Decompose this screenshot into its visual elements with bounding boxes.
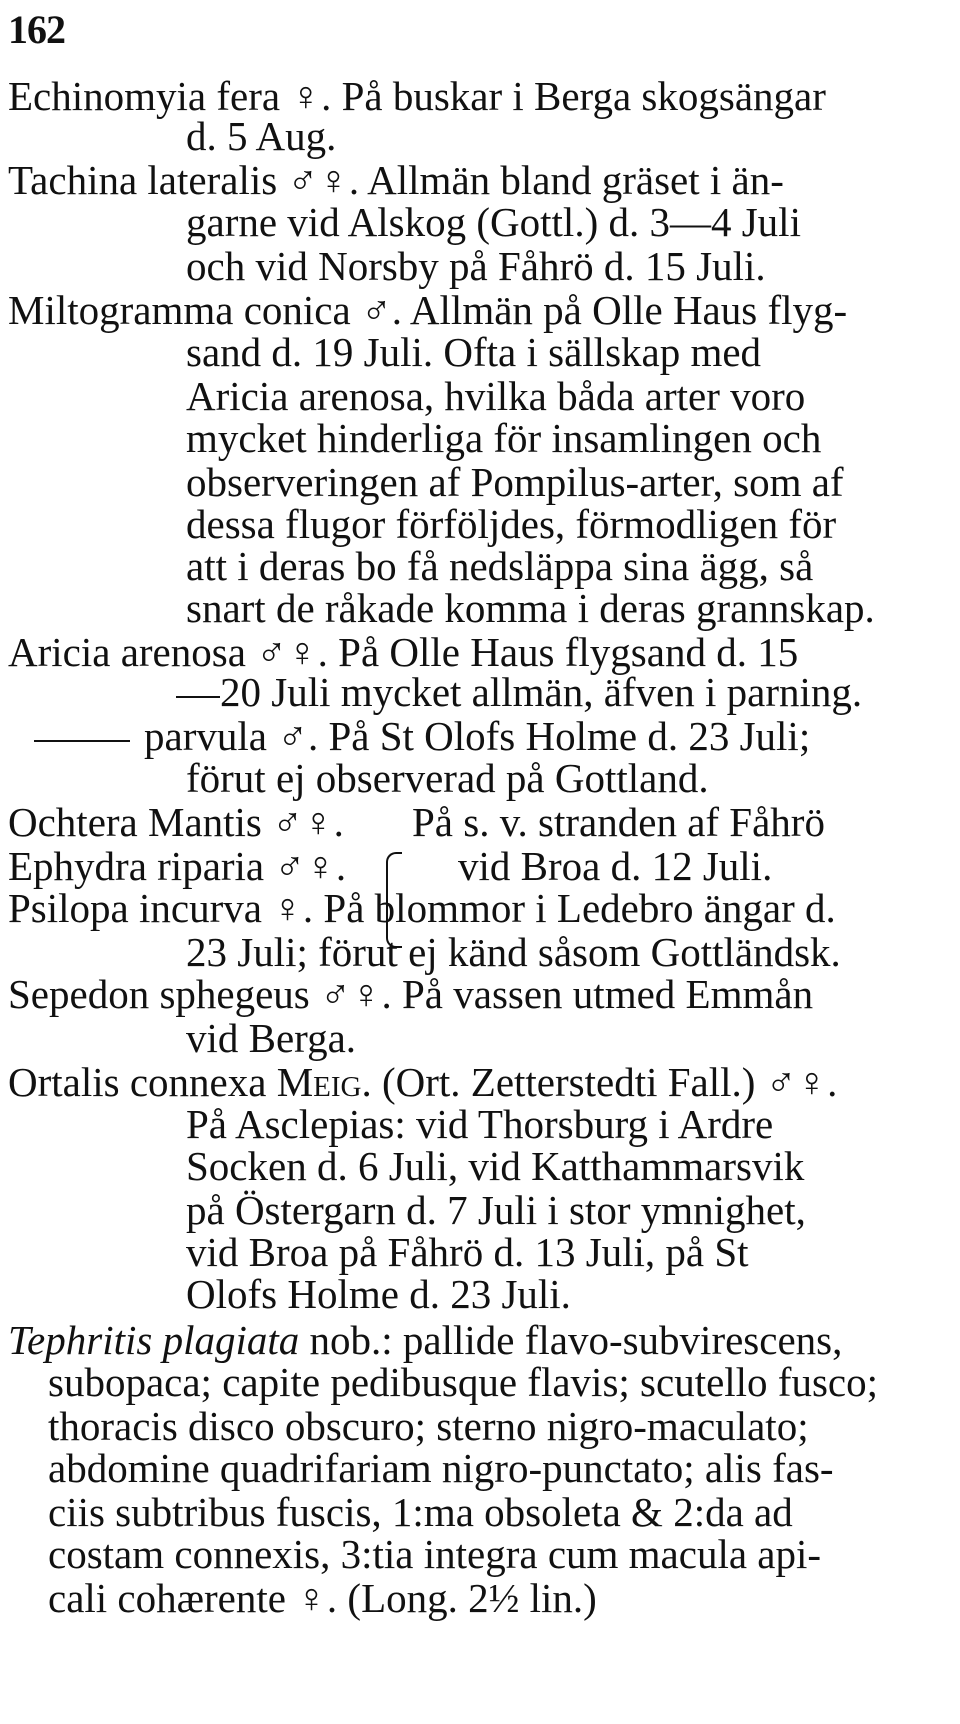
text-line: dessa flugor förföljdes, förmodligen för: [186, 501, 837, 547]
text-line: vid Berga.: [186, 1015, 357, 1061]
text-span: nob.: pallide flavo-subvirescens,: [299, 1317, 843, 1363]
text-line: [8, 1316, 842, 1364]
text-span: parvula ♂. På St Olofs Holme d. 23 Juli;: [144, 713, 811, 759]
text-line: Sepedon sphegeus ♂♀. På vassen utmed Emmån: [8, 971, 814, 1017]
text-line: snart de råkade komma i deras grannskap.: [186, 585, 875, 631]
text-line: Psilopa incurva ♀. På blommor i Ledebro ängar d.: [8, 885, 836, 931]
text-line: att i deras bo få nedsläppa sina ägg, så: [186, 543, 814, 589]
text-line: [34, 712, 810, 760]
text-line: ciis subtribus fuscis, 1:ma obsoleta & 2:da ad: [48, 1489, 793, 1535]
text-line: Miltogramma conica ♂. Allmän på Olle Haus flyg-: [8, 287, 848, 333]
text-line: cali cohærente ♀. (Long. 2½ lin.): [48, 1575, 597, 1621]
text-line: subopaca; capite pedibusque flavis; scutello fusco;: [48, 1359, 879, 1405]
text-line: abdomine quadrifariam nigro-punctato; alis fas-: [48, 1445, 834, 1491]
author-abbrev: Meig.: [276, 1059, 372, 1105]
text-line: mycket hinderliga för insamlingen och: [186, 415, 822, 461]
text-line: vid Broa på Fåhrö d. 13 Juli, på St: [186, 1229, 749, 1275]
ditto-dash: [34, 740, 130, 742]
ditto-dash: [176, 696, 220, 698]
text-line: garne vid Alskog (Gottl.) d. 3—4 Juli: [186, 199, 801, 245]
text-line: Echinomyia fera ♀. På buskar i Berga skogsängar: [8, 73, 826, 119]
text-line: costam connexis, 3:tia integra cum macula api-: [48, 1531, 822, 1577]
text-line: Tachina lateralis ♂♀. Allmän bland gräset i än-: [8, 157, 784, 203]
text-line: [176, 668, 862, 716]
text-line: Olofs Holme d. 23 Juli.: [186, 1271, 571, 1317]
text-line: thoracis disco obscuro; sterno nigro-maculato;: [48, 1403, 809, 1449]
text-line: Aricia arenosa ♂♀. På Olle Haus flygsand d. 15: [8, 629, 799, 675]
text-line: Ephydra riparia ♂♀.: [8, 843, 347, 889]
text-span: 20 Juli mycket allmän, äfven i parning.: [220, 669, 863, 715]
text-span: Ortalis connexa: [8, 1059, 277, 1105]
text-line: Socken d. 6 Juli, vid Katthammarsvik: [186, 1143, 805, 1189]
text-line: Ochtera Mantis ♂♀.: [8, 799, 344, 845]
text-line: 23 Juli; förut ej känd såsom Gottländsk.: [186, 929, 841, 975]
text-line: På Asclepias: vid Thorsburg i Ardre: [186, 1101, 774, 1147]
text-line: [8, 1058, 837, 1106]
text-line: sand d. 19 Juli. Ofta i sällskap med: [186, 329, 762, 375]
species-name: Tephritis plagiata: [8, 1317, 300, 1363]
text-line: vid Broa d. 12 Juli.: [458, 843, 773, 889]
text-line: observeringen af Pompilus-arter, som af: [186, 459, 844, 505]
text-span: (Ort. Zetterstedti Fall.) ♂♀.: [371, 1059, 838, 1105]
text-line: på Östergarn d. 7 Juli i stor ymnighet,: [186, 1187, 806, 1233]
text-line: d. 5 Aug.: [186, 113, 337, 159]
text-line: förut ej observerad på Gottland.: [186, 755, 709, 801]
text-line: På s. v. stranden af Fåhrö: [412, 799, 825, 845]
text-line: Aricia arenosa, hvilka båda arter voro: [186, 373, 806, 419]
text-line: och vid Norsby på Fåhrö d. 15 Juli.: [186, 243, 766, 289]
page-number: 162: [8, 7, 65, 52]
